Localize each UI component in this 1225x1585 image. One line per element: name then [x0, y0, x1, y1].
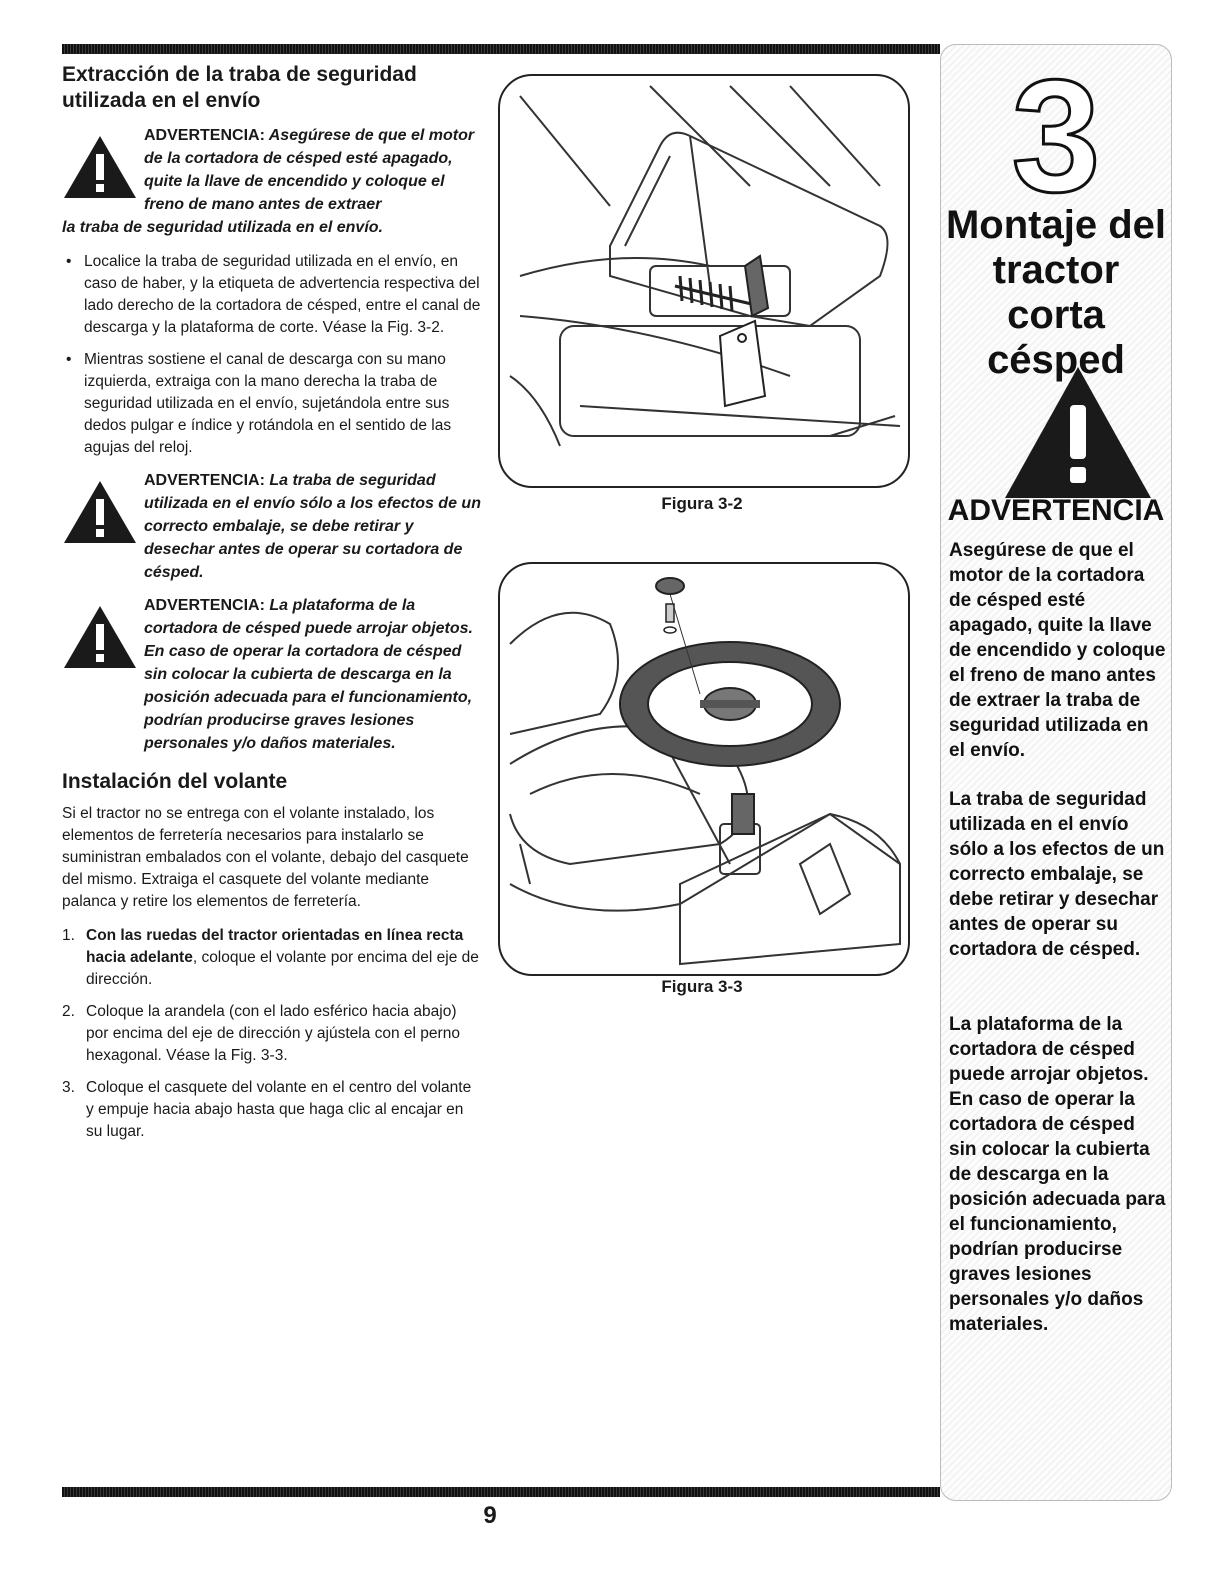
- steering-wheel-illustration: [500, 564, 908, 974]
- warning-2-text: La traba de seguridad utilizada en el envío sólo a los efectos de un correcto embalaje, se debe retirar y desechar antes de operar su cortadora de césped.: [144, 472, 481, 581]
- warning-1-label: ADVERTENCIA:: [144, 127, 265, 144]
- chapter-title: Montaje del tractor corta césped: [945, 203, 1167, 382]
- warning-3-label: ADVERTENCIA:: [144, 597, 265, 614]
- chapter-number: 3: [1011, 46, 1101, 225]
- warning-1: [62, 124, 482, 239]
- sidebar-warning-text-3: La plataforma de la cortadora de césped puede arrojar objetos. En caso de operar la cortadora de césped sin colocar la cubierta de descarga en la posición adecuada para el funcionamiento, podrían producirse graves lesiones personales y/o daños materiales.: [949, 1014, 1166, 1335]
- sidebar-warning-text-2: La traba de seguridad utilizada en el envío sólo a los efectos de un correcto embalaje, se debe retirar y desechar antes de operar su cortadora de césped.: [949, 789, 1165, 960]
- shipping-lock-illustration: [500, 76, 908, 486]
- figure-3-3: [498, 562, 910, 976]
- sidebar-warning-text-1: Asegúrese de que el motor de la cortadora de césped esté apagado, quite la llave de encendido y coloque el freno de mano antes de extraer la traba de seguridad utilizada en el envío.: [949, 540, 1166, 761]
- warning-3-text: La plataforma de la cortadora de césped puede arrojar objetos. En caso de operar la cortadora de césped sin colocar la cubierta de descarga en la posición adecuada para el funcionamiento, podrían producirse graves lesiones personales y/o daños materiales.: [144, 597, 473, 752]
- bullet-list: [62, 251, 482, 459]
- figure-3-2: [498, 74, 910, 488]
- step-item: [62, 1077, 482, 1143]
- bullet-item: • Mientras sostiene el canal de descarga con su mano izquierda, extraiga con la mano derecha la traba de seguridad utilizada en el envío, sujetándola entre sus dedos pulgar e índice y rotándola en el sentido de las agujas del reloj.: [62, 349, 482, 459]
- steering-intro: Si el tractor no se entrega con el volante instalado, los elementos de ferretería necesarios para instalarlo se suministran embalados con el volante, debajo del casquete del mismo. Extraiga el casquete del volante mediante palanca y retire los elementos de ferretería.: [62, 805, 469, 910]
- steps-list: [62, 925, 482, 1143]
- figure-3-3-caption: Figura 3-3: [661, 977, 743, 996]
- warning-triangle-icon: [1003, 365, 1153, 500]
- bullet-item: • Localice la traba de seguridad utilizada en el envío, en caso de haber, y la etiqueta de advertencia respectiva del lado derecho de la cortadora de césped, entre el canal de descarga y la plataforma de corte. Véase la Fig. 3-2.: [62, 251, 482, 339]
- step-item: [62, 1001, 482, 1067]
- warning-triangle-icon: [62, 604, 138, 670]
- left-column: [62, 62, 482, 1153]
- top-rule: [62, 44, 940, 54]
- warning-2-label: ADVERTENCIA:: [144, 472, 265, 489]
- step-text: Coloque el casquete del volante en el centro del volante y empuje hacia abajo hasta que haga clic al encajar en su lugar.: [86, 1079, 472, 1140]
- warning-3: [62, 594, 482, 755]
- warning-2: [62, 469, 482, 584]
- sidebar-warning-label: ADVERTENCIA: [947, 494, 1165, 527]
- chapter-sidebar: [940, 44, 1172, 1501]
- warning-1-text: Asegúrese de que el motor de la cortadora de césped esté apagado, quite la llave de encendido y coloque el freno de mano antes de extraer: [144, 127, 475, 213]
- step-number: 2.: [62, 1003, 75, 1020]
- warning-triangle-icon: [62, 479, 138, 545]
- step-text: Coloque la arandela (con el lado esférico hacia abajo) por encima del eje de dirección y ajústela con el perno hexagonal. Véase la Fig. 3-3.: [86, 1003, 460, 1064]
- step-number: 3.: [62, 1079, 75, 1096]
- step-number: 1.: [62, 927, 75, 944]
- step-lead: Con las ruedas del tractor orientadas en línea recta hacia adelante: [86, 927, 464, 966]
- section-title-steering-wheel: Instalación del volante: [62, 770, 288, 793]
- warning-1-tail: la traba de seguridad utilizada en el envío.: [62, 219, 383, 236]
- figure-3-2-caption: Figura 3-2: [661, 494, 743, 513]
- step-text: , coloque el volante por encima del eje de dirección.: [86, 949, 479, 988]
- page-number: 9: [483, 1502, 497, 1529]
- section-title-shipping-lock: Extracción de la traba de seguridad utilizada en el envío: [62, 63, 417, 112]
- warning-triangle-icon: [62, 134, 138, 200]
- step-item: [62, 925, 482, 991]
- bottom-rule: [62, 1487, 940, 1497]
